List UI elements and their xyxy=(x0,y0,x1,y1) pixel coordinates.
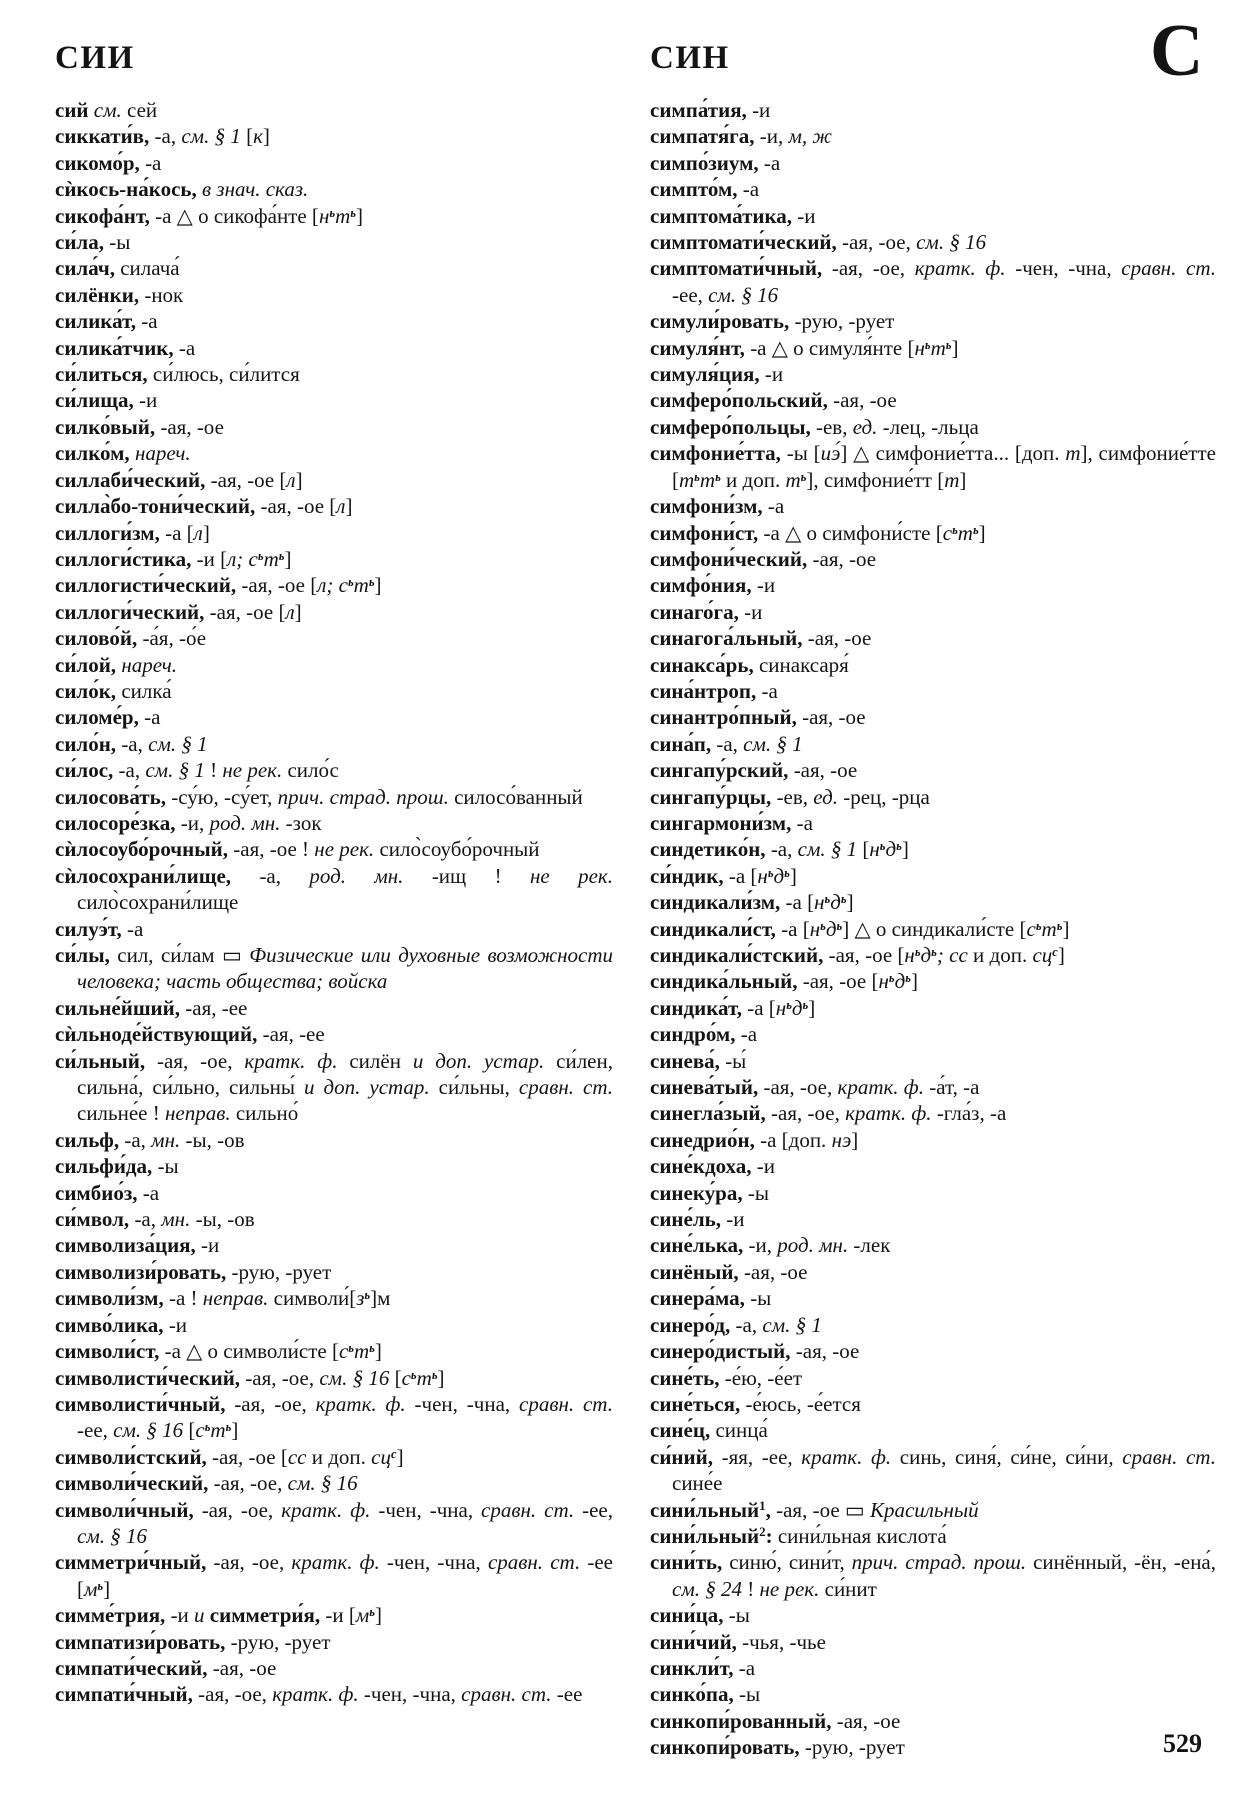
dictionary-entry: сине́ться, -е́юсь, -е́ется xyxy=(650,1391,861,1416)
column-left xyxy=(55,97,613,1708)
dictionary-entry: сини́ть, синю́, сини́т, прич. страд. прош. синённый, -ён, -ена́, см. § 24 ! не рек. си́нит xyxy=(650,1550,1216,1601)
dictionary-entry: символисти́чный, -ая, -ое, кратк. ф. -чен, -чна, сравн. ст. -ее, см. § 16 $[с^ьт^ь]$ xyxy=(55,1391,613,1443)
dictionary-entry: сильф, -а, мн. -ы, -ов xyxy=(55,1127,245,1152)
dictionary-entry: сильфи́да, -ы xyxy=(55,1154,179,1179)
dictionary-entry: синдикали́стский, -ая, -ое [$н^ьд^ь$; сс и доп. $сц^с$] xyxy=(650,943,1065,967)
dictionary-entry: симферо́польский, -ая, -ое xyxy=(650,388,897,413)
dictionary-entry: симпа́тия, -и xyxy=(650,98,771,122)
dictionary-entry: синева́тый, -ая, -ое, кратк. ф. -а́т, -а xyxy=(650,1075,980,1100)
dictionary-entry: симпто́м, -а xyxy=(650,177,760,202)
dictionary-entry: синдика́льный, -ая, -ое $[н^ьд^ь]$ xyxy=(650,969,918,994)
dictionary-entry: си́льный, -ая, -ое, кратк. ф. силён и доп. устар. си́лен, сильна́, си́льно, сильны́ и доп. устар. си́льны, сравн. ст. сильне́е ! неправ. сильно́ xyxy=(55,1048,614,1126)
dictionary-entry: сѝльноде́йствующий, -ая, -ее xyxy=(55,1022,325,1047)
dictionary-entry: сине́кдоха, -и xyxy=(650,1154,775,1179)
dictionary-entry: сило́к, силка́ xyxy=(55,678,172,703)
dictionary-entry: симфоние́тта, -ы [иэ́] △ симфоние́тта... [доп. т], симфоние́тте [$т^ьт^ь$ и доп. $т^ь$], симфоние́тт [т] xyxy=(650,441,1216,492)
dictionary-entry: символи́чный, -ая, -ое, кратк. ф. -чен, -чна, сравн. ст. -ее, см. § 16 xyxy=(55,1497,613,1548)
dictionary-entry: синдикали́зм, -а $[н^ьд^ь]$ xyxy=(650,890,854,915)
dictionary-entry: си́ний, -яя, -ее, кратк. ф. синь, синя́, си́не, си́ни, сравн. ст. сине́е xyxy=(650,1444,1216,1496)
dictionary-entry: сина́п, -а, см. § 1 xyxy=(650,731,803,756)
dictionary-entry: синакса́рь, синаксаря́ xyxy=(650,652,849,677)
dictionary-entry: силуэ́т, -а xyxy=(55,916,144,941)
dictionary-entry: синегла́зый, -ая, -ое, кратк. ф. -гла́з, -а xyxy=(650,1101,1007,1126)
section-letter: C xyxy=(1150,10,1204,92)
dictionary-entry: синева́, -ы́ xyxy=(650,1048,747,1073)
dictionary-entry: симбио́з, -а xyxy=(55,1180,160,1205)
dictionary-entry: сий см. сей xyxy=(55,98,158,122)
dictionary-entry: си́литься, си́люсь, си́лится xyxy=(55,362,300,387)
dictionary-entry: символиза́ция, -и xyxy=(55,1233,220,1258)
running-head-right: СИН xyxy=(650,40,730,76)
dictionary-entry: симпатизи́ровать, -рую, -рует xyxy=(55,1629,331,1654)
dictionary-entry: сиккати́в, -а, см. § 1 [к] xyxy=(55,124,270,149)
dictionary-entry: синеку́ра, -ы xyxy=(650,1180,769,1205)
dictionary-entry: симпатя́га, -и, м, ж xyxy=(650,124,832,149)
dictionary-entry: символисти́ческий, -ая, -ое, см. § 16 $[с^ьт^ь]$ xyxy=(55,1365,445,1390)
dictionary-entry: сикомо́р, -а xyxy=(55,150,162,175)
dictionary-entry: синкопи́ровать, -рую, -рует xyxy=(650,1735,905,1760)
dictionary-entry: синера́ма, -ы xyxy=(650,1286,772,1311)
dictionary-entry: силика́т, -а xyxy=(55,309,158,334)
dictionary-entry: символи́стский, -ая, -ое [сс и доп. $сц^с$] xyxy=(55,1444,404,1469)
dictionary-entry: симфони́зм, -а xyxy=(650,494,785,519)
dictionary-entry: сини́ца, -ы xyxy=(650,1603,750,1628)
dictionary-entry: силко́м, нареч. xyxy=(55,441,191,466)
dictionary-entry: симфони́ст, -а △ о симфони́сте $[с^ьт^ь]$ xyxy=(650,520,986,545)
dictionary-entry: синеро́дистый, -ая, -ое xyxy=(650,1339,860,1364)
dictionary-entry: символизи́ровать, -рую, -рует xyxy=(55,1259,332,1284)
dictionary-entry: сини́чий, -чья, -чье xyxy=(650,1629,826,1654)
dictionary-entry: симферо́польцы, -ев, ед. -лец, -льца xyxy=(650,414,979,439)
dictionary-entry: сильне́йший, -ая, -ее xyxy=(55,995,248,1020)
dictionary-entry: сингапу́рцы, -ев, ед. -рец, -рца xyxy=(650,784,930,809)
dictionary-entry: синантро́пный, -ая, -ое xyxy=(650,705,866,730)
dictionary-entry: силоме́р, -а xyxy=(55,705,161,730)
running-head-left: СИИ xyxy=(55,40,135,76)
dictionary-entry: силлаби́ческий, -ая, -ое [л] xyxy=(55,467,303,492)
dictionary-entry: сина́нтроп, -а xyxy=(650,678,778,703)
dictionary-entry: сини́льный$^1$, -ая, -ое ▭ Красильный xyxy=(650,1497,979,1522)
dictionary-entry: си́лос, -а, см. § 1 ! не рек. сило́с xyxy=(55,758,339,783)
dictionary-entry: си́лой, нареч. xyxy=(55,652,178,677)
dictionary-entry: синкли́т, -а xyxy=(650,1655,756,1680)
dictionary-entry: синдетико́н, -а, см. § 1 $[н^ьд^ь]$ xyxy=(650,837,909,862)
dictionary-entry: сингапу́рский, -ая, -ое xyxy=(650,758,858,783)
dictionary-entry: си́лища, -и xyxy=(55,388,158,413)
dictionary-entry: сѝлосоубо́рочный, -ая, -ое ! не рек. сило̀соубо́рочный xyxy=(55,837,540,862)
dictionary-entry: символи́ст, -а △ о символи́сте $[с^ьт^ь]$ xyxy=(55,1339,382,1364)
dictionary-entry: сини́льный$^2$: сини́льная кислота́ xyxy=(650,1523,947,1548)
dictionary-entry: синкопи́рованный, -ая, -ое xyxy=(650,1708,901,1733)
dictionary-entry: сила́ч, силача́ xyxy=(55,256,180,281)
dictionary-entry: си́мвол, -а, мн. -ы, -ов xyxy=(55,1207,255,1232)
dictionary-entry: симво́лика, -и xyxy=(55,1312,188,1337)
dictionary-entry: силко́вый, -ая, -ое xyxy=(55,414,224,439)
dictionary-entry: сине́ц, синца́ xyxy=(650,1418,768,1443)
dictionary-entry: синеро́д, -а, см. § 1 xyxy=(650,1312,822,1337)
dictionary-entry: синагога́льный, -ая, -ое xyxy=(650,626,872,651)
column-right xyxy=(650,97,1216,1761)
dictionary-entry: сѝлосохрани́лище, -а, род. мн. -ищ ! не рек. сило̀сохрани́лище xyxy=(55,863,613,915)
dictionary-entry: сило́н, -а, см. § 1 xyxy=(55,731,208,756)
dictionary-entry: синаго́га, -и xyxy=(650,599,763,624)
dictionary-entry: симфо́ния, -и xyxy=(650,573,776,598)
dictionary-entry: синко́па, -ы xyxy=(650,1682,761,1707)
dictionary-entry: симуля́нт, -а △ о симуля́нте $[н^ьт^ь]$ xyxy=(650,335,959,360)
dictionary-entry: силосоре́зка, -и, род. мн. -зок xyxy=(55,810,322,835)
dictionary-entry: симуля́ция, -и xyxy=(650,362,784,387)
dictionary-entry: симфони́ческий, -ая, -ое xyxy=(650,546,877,571)
dictionary-entry: си́ла, -ы xyxy=(55,230,131,255)
dictionary-entry: силлогисти́ческий, -ая, -ое [л; $с^ьт^ь$] xyxy=(55,573,382,598)
dictionary-entry: синдика́т, -а $[н^ьд^ь]$ xyxy=(650,995,816,1020)
dictionary-entry: симптомати́ческий, -ая, -ое, см. § 16 xyxy=(650,230,987,255)
page-number: 529 xyxy=(1163,1729,1202,1758)
dictionary-entry: симптома́тика, -и xyxy=(650,203,816,228)
dictionary-entry: синдикали́ст, -а $[н^ьд^ь]$ △ о синдикали́сте $[с^ьт^ь]$ xyxy=(650,916,1070,941)
dictionary-entry: символи́зм, -а ! неправ. $символи́[з^ь]м$ xyxy=(55,1286,391,1311)
dictionary-entry: сингармони́зм, -а xyxy=(650,810,813,835)
dictionary-entry: си́ндик, -а $[н^ьд^ь]$ xyxy=(650,863,797,888)
dictionary-entry: сине́лька, -и, род. мн. -лек xyxy=(650,1233,891,1258)
dictionary-entry: симпати́чный, -ая, -ое, кратк. ф. -чен, -чна, сравн. ст. -ее xyxy=(55,1682,583,1707)
dictionary-entry: симули́ровать, -рую, -рует xyxy=(650,309,895,334)
dictionary-entry: силосова́ть, -су́ю, -су́ет, прич. страд. прош. силосо́ванный xyxy=(55,784,583,809)
dictionary-entry: симметри́чный, -ая, -ое, кратк. ф. -чен, -чна, сравн. ст. -ее $[м^ь]$ xyxy=(55,1550,613,1601)
dictionary-entry: синдро́м, -а xyxy=(650,1022,758,1047)
dictionary-entry: сѝкось-на́кось, в знач. сказ. xyxy=(55,177,309,202)
dictionary-entry: сикофа́нт, -а △ о сикофа́нте $[н^ьт^ь]$ xyxy=(55,203,363,228)
dictionary-entry: силла̀бо-тони́ческий, -ая, -ое [л] xyxy=(55,494,353,519)
dictionary-entry: симптомати́чный, -ая, -ое, кратк. ф. -чен, -чна, сравн. ст. -ее, см. § 16 xyxy=(650,256,1216,307)
dictionary-entry: силлоги́стика, -и [л; $с^ьт^ь$] xyxy=(55,546,292,571)
dictionary-entry: символи́ческий, -ая, -ое, см. § 16 xyxy=(55,1471,358,1496)
dictionary-entry: силово́й, -а́я, -о́е xyxy=(55,626,207,651)
dictionary-entry: силлоги́ческий, -ая, -ое [л] xyxy=(55,599,302,624)
dictionary-entry: силёнки, -нок xyxy=(55,282,184,307)
dictionary-entry: симпо́зиум, -а xyxy=(650,150,781,175)
dictionary-entry: симме́трия, -и и симметри́я, -и $[м^ь]$ xyxy=(55,1603,382,1628)
dictionary-entry: синёный, -ая, -ое xyxy=(650,1259,808,1284)
dictionary-entry: си́лы, сил, си́лам ▭ Физические или духовные возможности человека; часть общества; войска xyxy=(55,943,614,994)
dictionary-entry: симпати́ческий, -ая, -ое xyxy=(55,1655,277,1680)
dictionary-entry: силлоги́зм, -а [л] xyxy=(55,520,210,545)
dictionary-entry: сине́ть, -е́ю, -е́ет xyxy=(650,1365,803,1390)
dictionary-entry: сине́ль, -и xyxy=(650,1207,745,1232)
dictionary-entry: синедрио́н, -а [доп. нэ] xyxy=(650,1127,859,1152)
dictionary-entry: силика́тчик, -а xyxy=(55,335,196,360)
